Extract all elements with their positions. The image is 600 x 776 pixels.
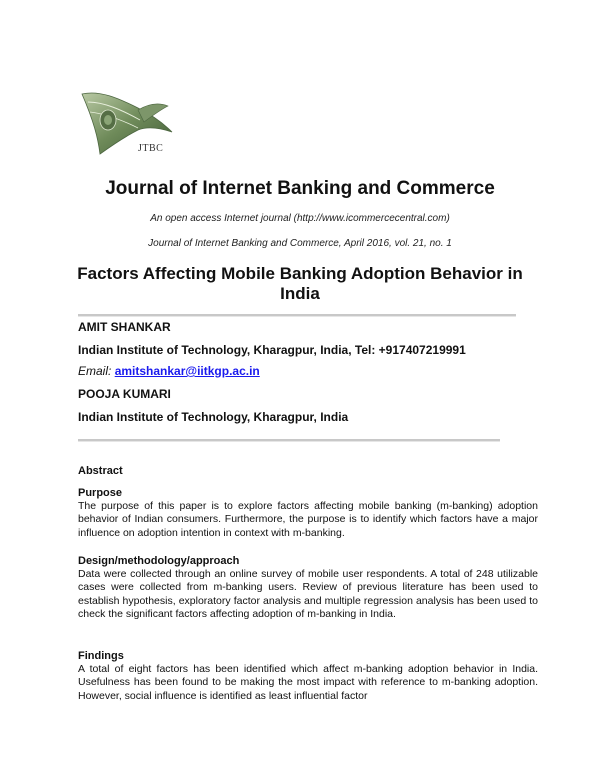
journal-citation: Journal of Internet Banking and Commerce, April 2016, vol. 21, no. 1 bbox=[148, 238, 452, 249]
author-name: AMIT SHANKAR bbox=[78, 320, 171, 334]
author-email-row bbox=[78, 364, 538, 378]
author-email-link[interactable]: amitshankar@iitkgp.ac.in bbox=[114, 364, 260, 378]
section-heading-purpose: Purpose bbox=[78, 487, 123, 499]
journal-title: Journal of Internet Banking and Commerce bbox=[105, 178, 495, 199]
author-name: POOJA KUMARI bbox=[78, 387, 171, 401]
author-affiliation: Indian Institute of Technology, Kharagpur, India, Tel: +917407219991 bbox=[78, 343, 466, 357]
author-affiliation: Indian Institute of Technology, Kharagpur, India bbox=[78, 410, 349, 424]
section-text-findings: A total of eight factors has been identified which affect m-banking adoption behavior in India. Usefulness has been found to be making the most impact with reference to m-banking adoption. However, social influence is identified as least influential factor bbox=[78, 663, 538, 702]
logo-text: JTBC bbox=[138, 143, 164, 154]
abstract-heading: Abstract bbox=[78, 465, 123, 477]
section-heading-findings: Findings bbox=[78, 650, 124, 662]
divider-bottom bbox=[78, 439, 500, 442]
journal-tagline: An open access Internet journal (http://www.icommercecentral.com) bbox=[150, 213, 450, 224]
paper-title: Factors Affecting Mobile Banking Adoption Behavior in India bbox=[77, 264, 523, 303]
section-text-purpose: The purpose of this paper is to explore factors affecting mobile banking (m-banking) adoption behavior of Indian consumers. Furthermore, the purpose is to identify which factors have a major influence on adoption intention in context with m-banking. bbox=[78, 500, 538, 539]
divider-top bbox=[78, 314, 516, 317]
section-text-design: Data were collected through an online survey of mobile user respondents. A total of 248 utilizable cases were collected from m-banking users. Review of previous literature has been used to establish hypothesis, exploratory factor analysis and multiple regression analysis has been used to check the significant factors affecting adoption of m-banking in India. bbox=[78, 568, 538, 620]
email-label: Email: bbox=[78, 364, 112, 378]
section-heading-design: Design/methodology/approach bbox=[78, 555, 240, 567]
